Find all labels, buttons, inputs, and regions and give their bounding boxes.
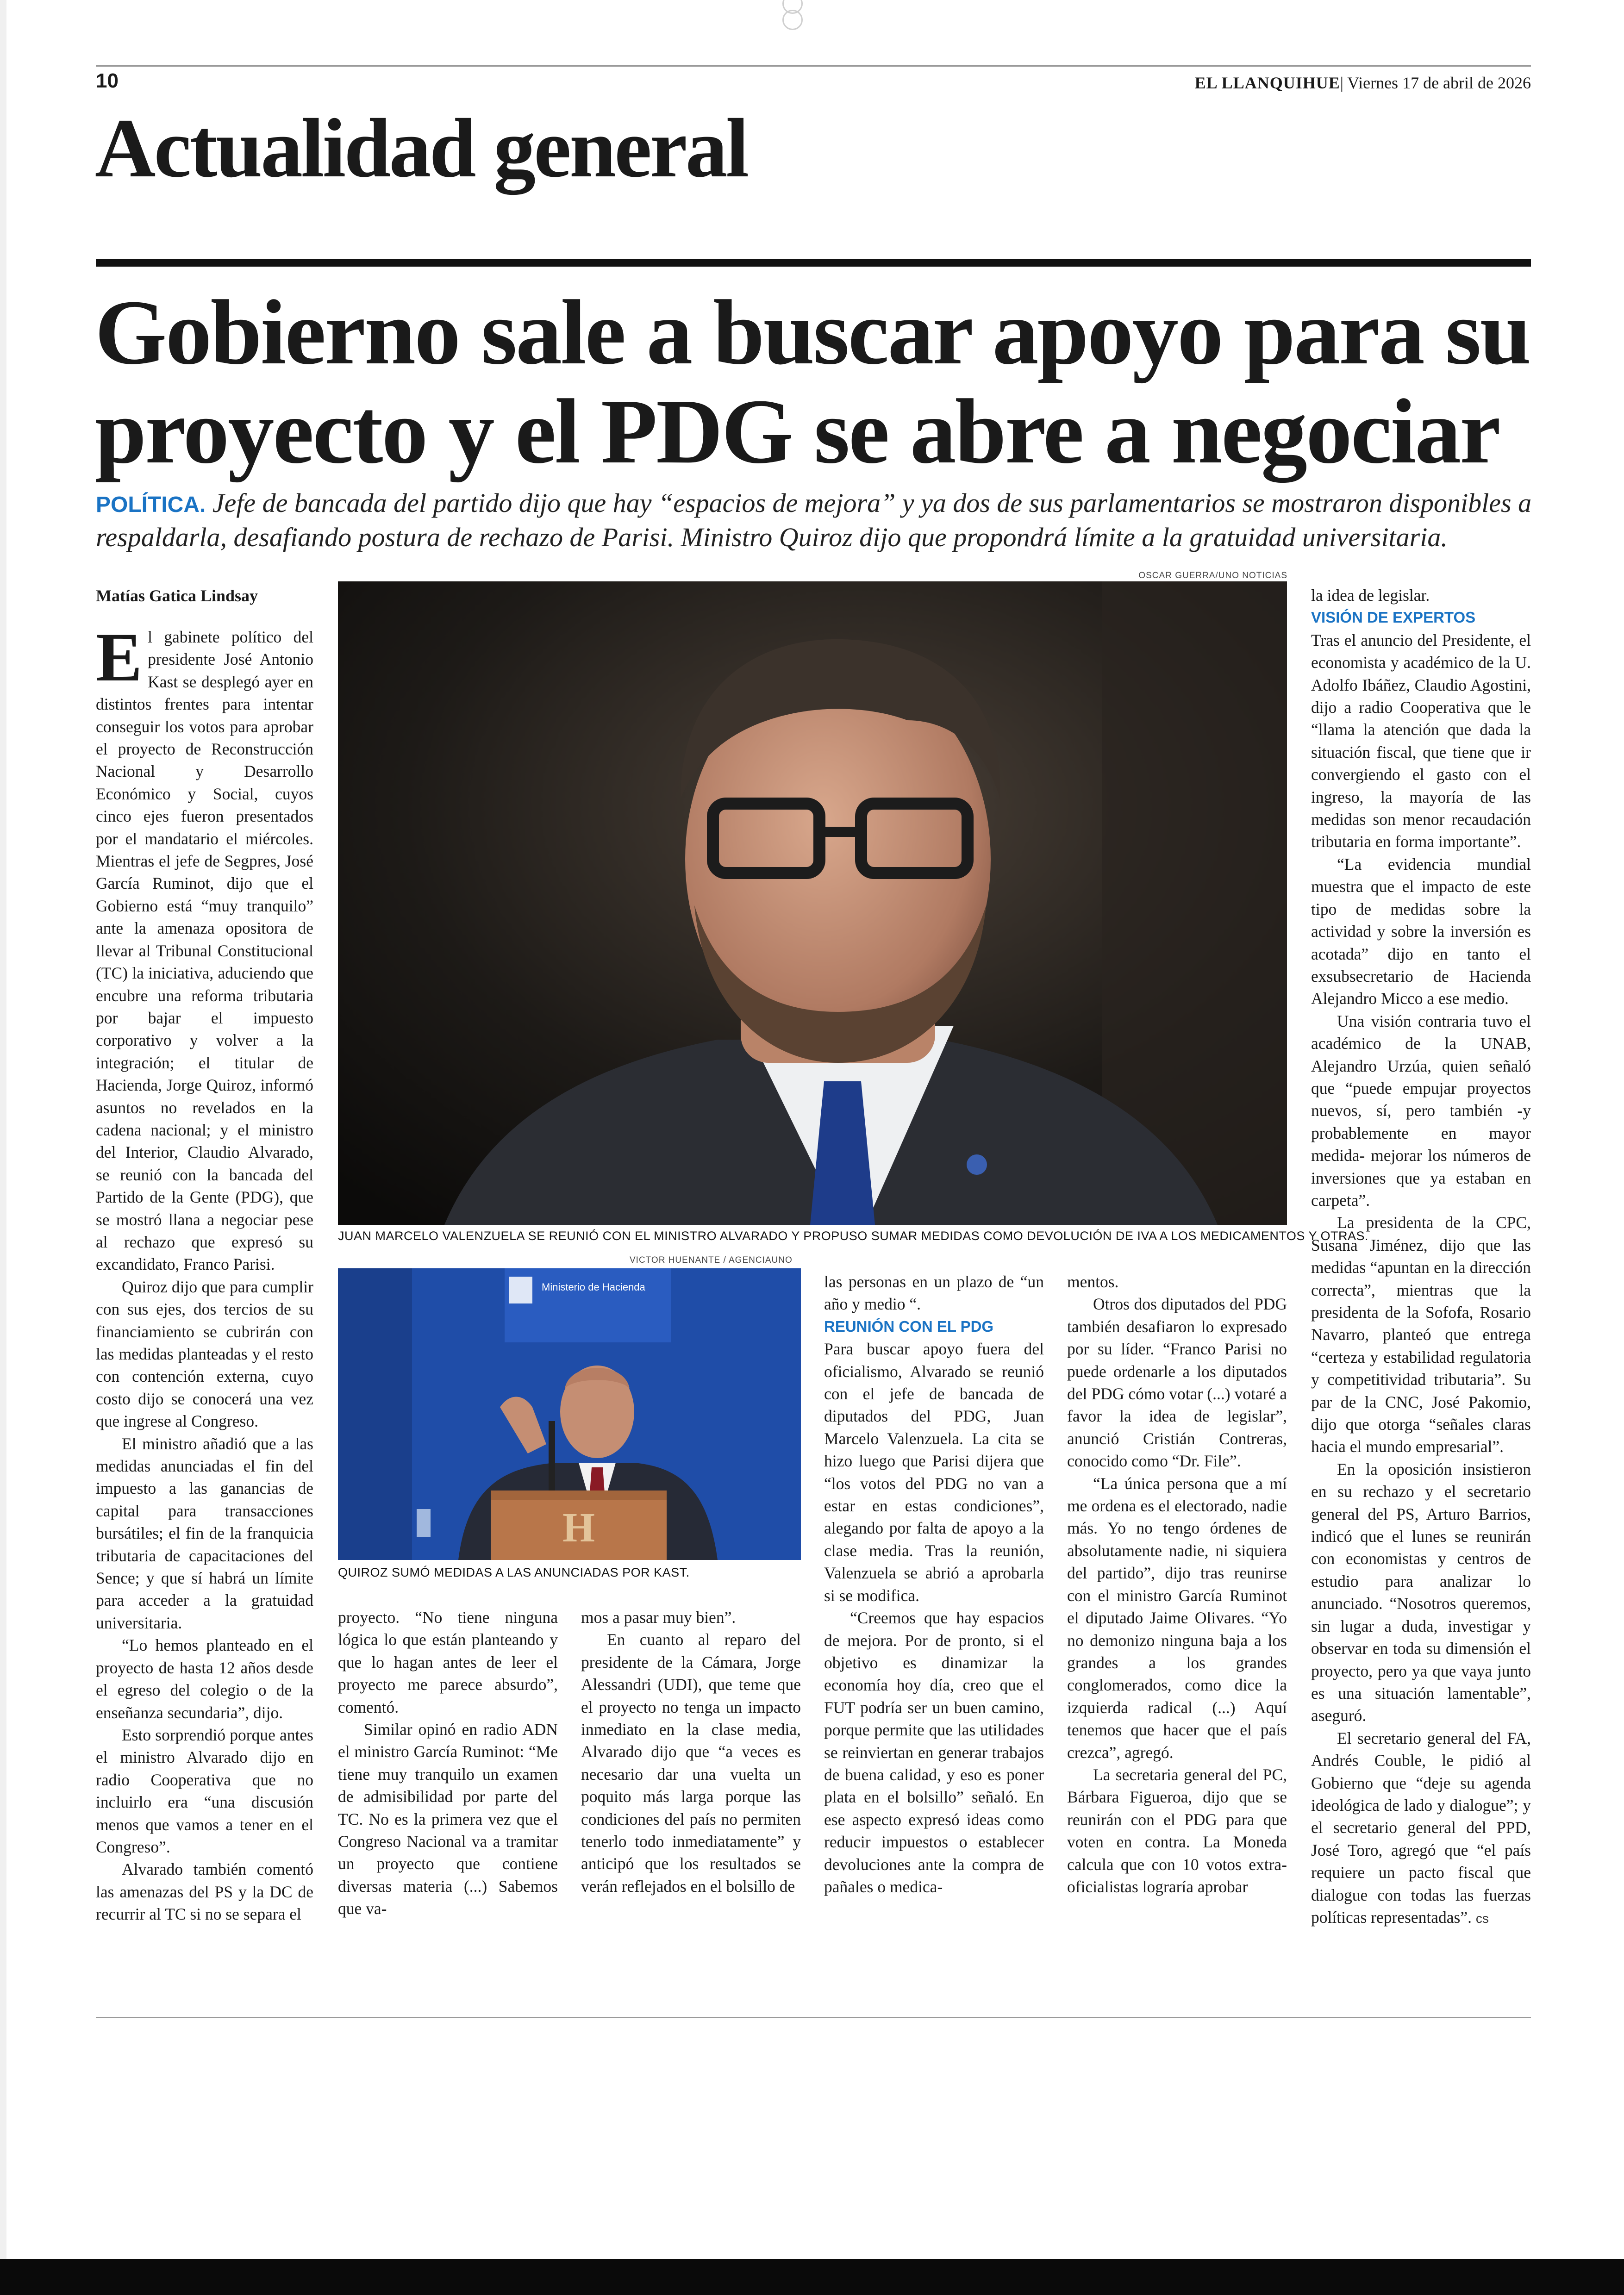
page-dot[interactable] [782,10,803,30]
paragraph: “La evidencia mundial muestra que el impacto de este tipo de medidas sobre la actividad y sobre la inversión es acotada” dijo en tanto el exsubsecretario de Hacienda Alejandro Micco a ese medio. [1311,854,1531,1008]
paragraph: mos a pasar muy bien”. [581,1608,736,1627]
drop-cap: E [96,619,143,696]
article-column-3 [581,1606,801,1907]
paragraph: proyecto. “No tiene ninguna lógica lo que están planteando y que lo hagan antes de leer el proyecto me parece absurdo”, comentó. [338,1608,558,1716]
section-title: Actualidad general [95,102,748,195]
article-column-2 [338,1606,558,1918]
subhead-reunion: REUNIÓN CON EL PDG [824,1317,994,1335]
paragraph: Una visión contraria tuvo el académico de la UNAB, Alejandro Urzúa, quien señaló que “puede empujar proyectos nuevos, sí, pero también -y probablemente en mayor medida- mejorar los números de inversiones que ya estaban en carpeta”. [1311,1011,1531,1210]
paragraph: Quiroz dijo que para cumplir con sus ejes, dos tercios de su financiamiento se cubrirán con las medidas planteadas y el resto con contención externa, cuyo costo dijo se conocerá una vez que ingrese al Congreso. [96,1277,313,1431]
second-photo [338,1268,801,1560]
section-rule [96,259,1531,267]
main-photo-caption: JUAN MARCELO VALENZUELA SE REUNIÓ CON EL MINISTRO ALVARADO Y PROPUSO SUMAR MEDIDAS COMO DEVOLUCIÓN DE IVA A LOS MEDICAMENTOS Y OTRAS. [338,1229,1368,1243]
second-photo-credit: VICTOR HUENANTE / AGENCIAUNO [630,1255,793,1265]
deck-kicker: POLÍTICA. [96,493,206,517]
end-mark: cs [1475,1911,1489,1926]
paragraph: La secretaria general del PC, Bárbara Figueroa, dijo que se reunirán con el PDG para que voten en contra. La Moneda calcula que con 10 votos extra-oficialistas lograría aprobar [1067,1765,1287,1896]
page-edge-shade [0,0,6,2259]
paragraph: la idea de legislar. [1311,586,1430,605]
paragraph: las personas en un plazo de “un año y medio “. [824,1272,1044,1314]
paragraph: En cuanto al reparo del presidente de la Cámara, Jorge Alessandri (UDI), que teme que el proyecto no tenga un impacto inmediato en la clase media, Alvarado dijo que “a veces es necesario dar una vuelta un poquito más larga porque las condiciones del país no permiten tenerlo todo inmediatamente” y anticipó que los resultados se verán reflejados en el bolsillo de [581,1630,801,1896]
paragraph: La presidenta de la CPC, Susana Jiménez, dijo que las medidas “apuntan en la dirección correcta”, mientras que la presidenta de la Sofofa, Rosario Navarro, planteó que entrega “certeza y estabilidad regulatoria y competitividad tributaria”. Su par de la CNC, José Pakomio, dijo que otorga “señales claras hacia el mundo empresarial”. [1311,1213,1531,1456]
publication-name: EL LLANQUIHUE [1194,74,1340,92]
lead-paragraph [96,619,313,1276]
paragraph: “La única persona que a mí me ordena es el electorado, nadie más. Yo no tengo órdenes de absolutamente nadie, ni siquiera del partido”, dijo tras reunirse con el ministro García Ruminot el diputado Jaime Olivares. “Yo no demonizo ninguna baja a los grandes a los grandes conglomerados, como dice la izquierda radical (...) Aquí tenemos que hacer que el país crezca”, agregó. [1067,1474,1287,1762]
paragraph: “Creemos que hay espacios de mejora. Por de pronto, si el objetivo es dinamizar la economía hoy día, creo que el FUT podría ser un buen camino, porque permite que las utilidades se reinviertan en generar trabajos de buena calidad, y eso es poner plata en el bolsillo” señaló. En ese aspecto expresó ideas como reducir impuestos o establecer devoluciones ante la compra de pañales o medica- [824,1609,1044,1896]
deck-text: Jefe de bancada del partido dijo que hay “espacios de mejora” y ya dos de sus parlamentarios se mostraron disponibles a respaldarla, desafiando postura de rechazo de Parisi. Ministro Quiroz dijo que propondrá límite a la gratuidad universitaria. [96,488,1532,552]
paragraph: Otros dos diputados del PDG también desafiaron lo expresado por su líder. “Franco Parisi no puede ordenarle a los diputados del PDG cómo votar (...) votaré a favor la idea de legislar”, anunció Cristián Contreras, conocido como “Dr. File”. [1067,1295,1287,1471]
paragraph: mentos. [1067,1272,1119,1291]
article-deck [96,487,1536,554]
second-photo-caption: QUIROZ SUMÓ MEDIDAS A LAS ANUNCIADAS POR KAST. [338,1565,690,1579]
paragraph: Tras el anuncio del Presidente, el economista y académico de la U. Adolfo Ibáñez, Claudio Agostini, dijo a radio Cooperativa que le “llama la atención que dada la situación fiscal, que tiene que ir convergiendo el gasto con el ingreso, la mayoría de las medidas son menor recaudación tributaria en forma importante”. [1311,630,1531,851]
main-photo-credit: OSCAR GUERRA/UNO NOTICIAS [1138,571,1287,580]
paragraph: Similar opinó en radio ADN el ministro García Ruminot: “Me tiene muy tranquilo un examen de admisibilidad por parte del TC. No es la primera vez que el Congreso Nacional va a tramitar un proyecto que contiene diversas materia (...) Sabemos que va- [338,1720,558,1918]
article-headline: Gobierno sale a buscar apoyo para su proyecto y el PDG se abre a negociar [95,281,1530,483]
page-indicator-dots [782,0,838,14]
bottom-rule [96,2017,1531,2018]
paragraph: “Lo hemos planteado en el proyecto de hasta 12 años desde el egreso del colegio o de la enseñanza secundaria”, dijo. [96,1636,313,1722]
paragraph: Para buscar apoyo fuera del oficialismo, Alvarado se reunió con el jefe de bancada de diputados del PDG, Juan Marcelo Valenzuela. La cita se hizo luego que Parisi dijera que “los votos del PDG no van a estar en estas condiciones”, alegando por falta de apoyo a la clase media. Tras la reunión, Valenzuela se abrió a aprobarla si se modifica. [824,1340,1044,1605]
paragraph: Alvarado también comentó las amenazas del PS y la DC de recurrir al TC si no se separa el [96,1860,313,1924]
paragraph-text: El secretario general del FA, Andrés Couble, le pidió al Gobierno que “deje su agenda ideológica de lado y dialogue”; y el secretario general del PPD, José Toro, agregó que “el país requiere un pacto fiscal que dialogue con todas las fuerzas políticas representadas”. [1311,1728,1531,1927]
page-number: 10 [96,69,119,92]
subhead-expertos: VISIÓN DE EXPERTOS [1311,609,1476,626]
paragraph [1311,1727,1531,1930]
publication-date: | Viernes 17 de abril de 2026 [1340,74,1531,92]
paragraph: Esto sorprendió porque antes el ministro Alvarado dijo en radio Cooperativa que no incluirlo era “una discusión menos que vamos a tener en el Congreso”. [96,1725,313,1856]
backdrop-logo-text: Ministerio de Hacienda [542,1281,645,1293]
main-photo [338,581,1287,1225]
byline: Matías Gatica Lindsay [96,586,258,605]
podium-logo: H [562,1505,595,1551]
article-column-6 [1311,584,1531,1927]
paragraph-text: l gabinete político del presidente José Antonio Kast se desplegó ayer en distintos frentes para intentar conseguir los votos para aprobar el proyecto de Reconstrucción Nacional y Desarrollo Económico y Social, cuyos cinco ejes fueron presentados por el mandatario el miércoles. Mientras el jefe de Segpres, José García Ruminot, dijo que el Gobierno está “muy tranquilo” ante la amenaza opositora de llevar al Tribunal Constitucional (TC) la iniciativa, aduciendo que encubre una reforma tributaria por bajar el impuesto corporativo y volver a la integración; el titular de Hacienda, Jorge Quiroz, informó asuntos no revelados en la cadena nacional; y el ministro del Interior, Claudio Alvarado, se reunió con la bancada del Partido de la Gente (PDG), que se mostró llana a negociar pese al rechazo que expresó su excandidato, Franco Parisi. [96,628,313,1274]
press-conference-illustration [338,1268,801,1560]
article-column-1 [96,619,313,1924]
article-column-4 [824,1271,1044,1907]
paragraph: En la oposición insistieron en su rechazo y el secretario general del PS, Arturo Barrios, indicó que el lunes se reunirán con economistas y centros de estudio para analizar lo anunciado. “Nosotros queremos, sin lugar a duda, investigar y observar en toda su dimensión el proyecto, pero ya que vaya junto es una situación lamentable”, aseguró. [1311,1459,1531,1725]
top-rule [96,65,1531,67]
viewer-bottom-bar [0,2259,1624,2295]
paragraph: El ministro añadió que a las medidas anunciadas el fin del impuesto a las ganancias de capital para transacciones bursátiles; el fin de la franquicia tributaria de capacitaciones del Sence; y que sí habrá un límite para acceder a la gratuidad universitaria. [96,1434,313,1632]
article-column-5 [1067,1271,1287,1907]
portrait-photo-illustration [338,581,1287,1225]
masthead [1195,73,1531,93]
